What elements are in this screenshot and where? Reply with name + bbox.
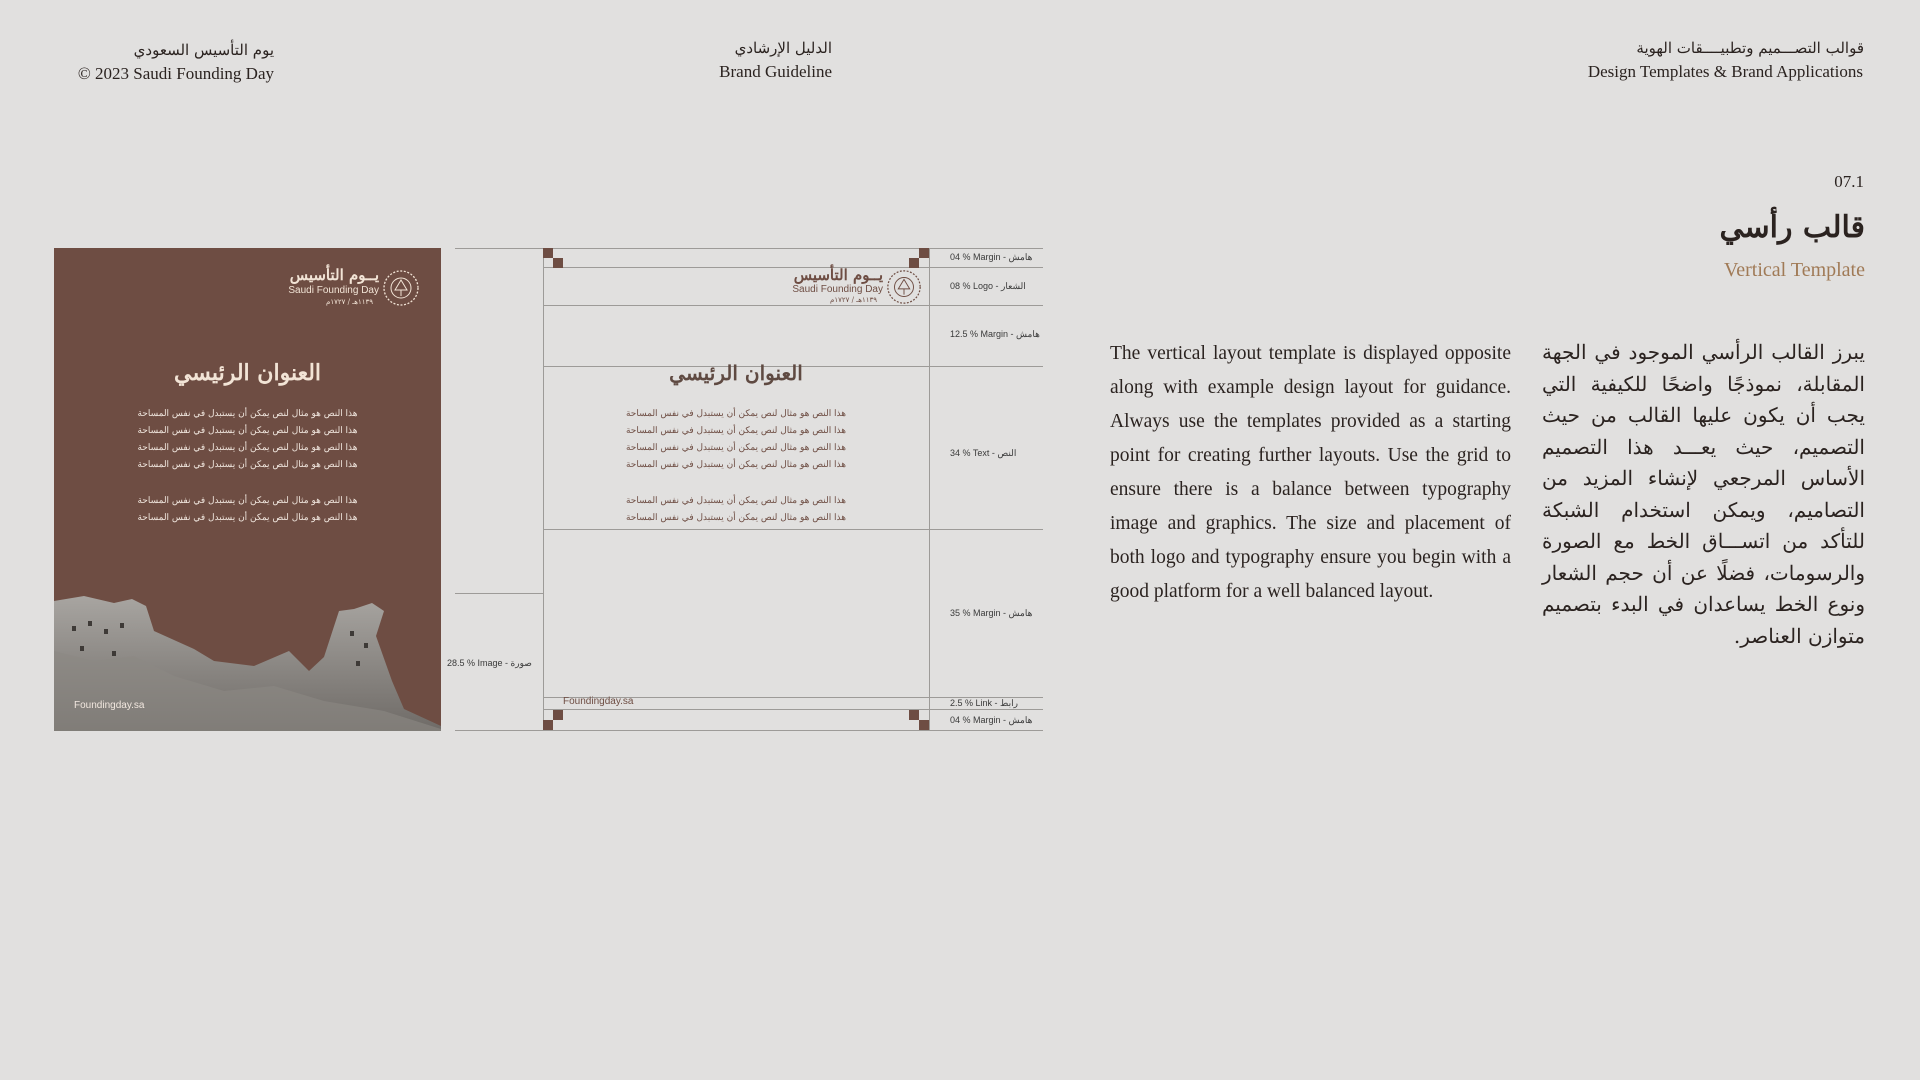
section-title-english: Vertical Template (1724, 259, 1865, 281)
grid-line (543, 529, 1043, 530)
header-right-english: Design Templates & Brand Applications (1587, 62, 1863, 81)
poster-text-line: هذا النص هو مثال لنص يمكن أن يستبدل في نفس المساحة (137, 513, 358, 523)
corner-marker (553, 258, 563, 268)
poster-logo-english: Saudi Founding Day (288, 285, 379, 296)
emblem-icon (381, 268, 421, 308)
poster-logo-date: ١١٣٩هـ / ١٧٢٧م (326, 298, 373, 306)
corner-marker (543, 720, 553, 730)
emblem-icon (885, 268, 923, 306)
section-title-arabic: قالب رأسي (1719, 210, 1865, 245)
header-right-arabic: قوالب التصـــميم وتطبيــــقات الهوية (1636, 39, 1864, 57)
label-logo: 08 % Logo - الشعار (950, 281, 1026, 291)
poster-link: Foundingday.sa (74, 700, 145, 711)
template-poster (54, 248, 441, 731)
label-text: 34 % Text - النص (950, 448, 1017, 458)
poster-text-line: هذا النص هو مثال لنص يمكن أن يستبدل في نفس المساحة (137, 409, 358, 419)
poster-text-line: هذا النص هو مثال لنص يمكن أن يستبدل في نفس المساحة (137, 426, 358, 436)
grid-text-line: هذا النص هو مثال لنص يمكن أن يستبدل في نفس المساحة (625, 460, 847, 470)
poster-main-title: العنوان الرئيسي (173, 360, 322, 386)
grid-text-line: هذا النص هو مثال لنص يمكن أن يستبدل في نفس المساحة (625, 513, 847, 523)
corner-marker (919, 248, 929, 258)
poster-paragraph-1 (54, 406, 441, 474)
poster-text-line: هذا النص هو مثال لنص يمكن أن يستبدل في نفس المساحة (137, 496, 358, 506)
poster-logo-arabic: يــوم التأسيس (289, 266, 379, 284)
grid-text-line: هذا النص هو مثال لنص يمكن أن يستبدل في نفس المساحة (625, 496, 847, 506)
poster-paragraph-2 (54, 493, 441, 527)
label-margin-bottom: 04 % Margin - هامش (950, 715, 1033, 725)
corner-marker (919, 720, 929, 730)
grid-link: Foundingday.sa (563, 696, 634, 707)
corner-marker (909, 258, 919, 268)
body-english: The vertical layout template is displayed opposite along with example design layout for guidance. Always use the templates provided as a starting point for creating further layouts. Use the grid to ensure there is a balance between typography image and graphics. The size and placement of both logo and typography ensure you begin with a good platform for a well balanced layout. (1110, 343, 1511, 602)
grid-logo-arabic: يــوم التأسيس (793, 266, 883, 284)
grid-text-line: هذا النص هو مثال لنص يمكن أن يستبدل في نفس المساحة (625, 426, 847, 436)
corner-marker (543, 248, 553, 258)
grid-text-line: هذا النص هو مثال لنص يمكن أن يستبدل في نفس المساحة (625, 409, 847, 419)
grid-text-line: هذا النص هو مثال لنص يمكن أن يستبدل في نفس المساحة (625, 443, 847, 453)
grid-line (543, 709, 1043, 710)
header-left-arabic: يوم التأسيس السعودي (133, 41, 274, 59)
label-image: 28.5 % Image - صورة (447, 658, 532, 668)
header-left-copyright: © 2023 Saudi Founding Day (77, 64, 274, 83)
poster-text-line: هذا النص هو مثال لنص يمكن أن يستبدل في نفس المساحة (137, 443, 358, 453)
corner-marker (553, 710, 563, 720)
grid-line (543, 248, 544, 731)
corner-marker (909, 710, 919, 720)
grid-line (455, 593, 543, 594)
grid-paragraph-2 (543, 493, 929, 527)
grid-logo-english: Saudi Founding Day (792, 284, 883, 295)
label-margin-2: 12.5 % Margin - هامش (950, 329, 1040, 339)
poster-text-line: هذا النص هو مثال لنص يمكن أن يستبدل في نفس المساحة (137, 460, 358, 470)
grid-main-title: العنوان الرئيسي (669, 361, 803, 385)
header-center-english: Brand Guideline (719, 62, 832, 81)
poster-logo (286, 268, 421, 308)
label-margin-3: 35 % Margin - هامش (950, 608, 1033, 618)
grid-paragraph-1 (543, 406, 929, 474)
grid-line (929, 248, 930, 731)
body-arabic: يبرز القالب الرأسي الموجود في الجهة المقابلة، نموذجًا واضحًا للكيفية التي يجب أن يكون عليها القالب من حيث التصميم، حيث يعـــد هذا التصميم الأساس المرجعي لإنشاء المزيد من التصاميم، ويمكن استخدام الشبكة للتأكد من اتســـاق الخط مع الصورة والرسومات، فضلًا عن أن حجم الشعار ونوع الخط يساعدان في البدء بتصميم متوازن العناصر. (1542, 340, 1865, 648)
template-grid-diagram (447, 248, 1045, 732)
grid-logo (785, 268, 925, 306)
label-margin-top: 04 % Margin - هامش (950, 252, 1033, 262)
header-center-arabic: الدليل الإرشادي (734, 39, 832, 57)
section-number: 07.1 (1834, 172, 1864, 191)
grid-logo-date: ١١٣٩هـ / ١٧٢٧م (830, 296, 877, 304)
label-link: 2.5 % Link - رابط (950, 698, 1018, 708)
